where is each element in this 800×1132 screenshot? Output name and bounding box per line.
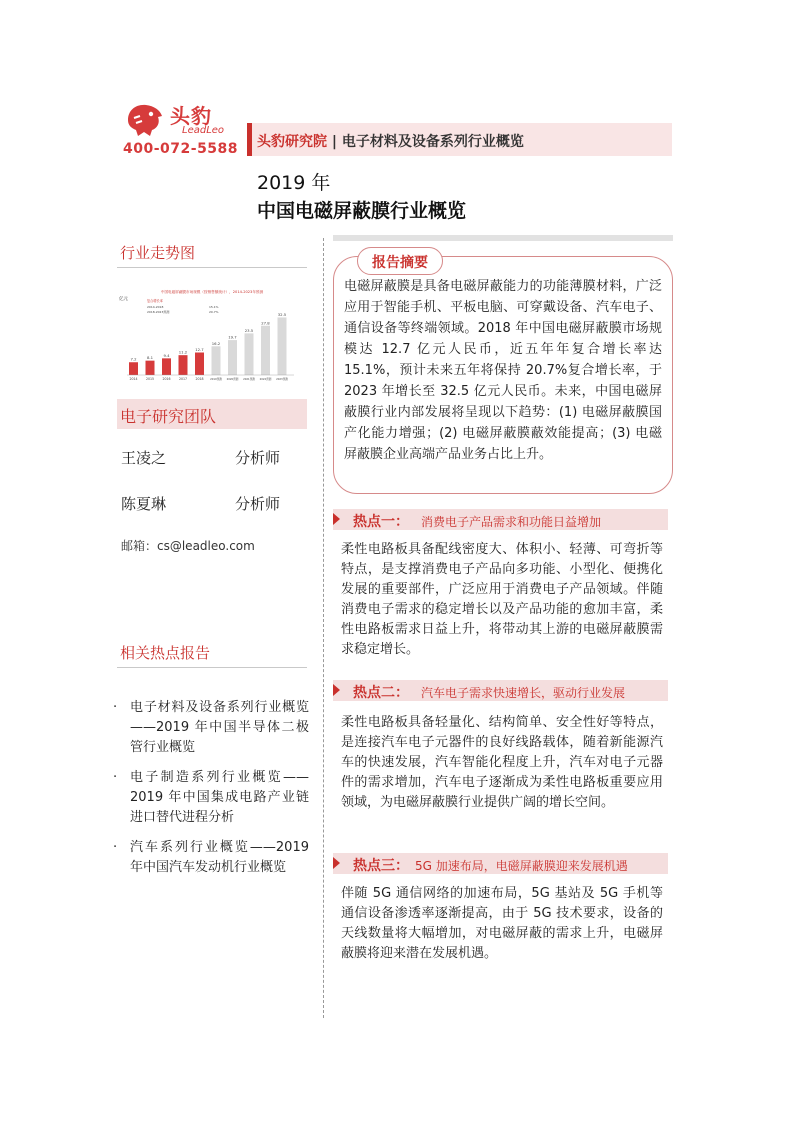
chart-data-label: 7.2 xyxy=(130,356,137,362)
series-header-text xyxy=(257,131,524,151)
chart-tick-label: 2017 xyxy=(178,377,188,381)
chart-bar xyxy=(278,317,287,375)
chart-bars xyxy=(127,312,294,381)
hotspot-3-text: 伴随 5G 通信网络的加速布局，5G 基站及 5G 手机等通信设备渗透率逐渐提高，由于 5G 技术要求，设备的天线数量将大幅增加，对电磁屏蔽的需求上升，电磁屏蔽膜将迎来潜在发展机遇。 xyxy=(341,886,663,961)
summary-tab xyxy=(357,247,443,275)
chart-tick-label: 2022预测 xyxy=(259,378,272,381)
analyst-role: 分析师 xyxy=(235,449,281,467)
related-report-title: 电子材料及设备系列行业概览——2019 年中国半导体二极管行业概览 xyxy=(130,700,309,755)
leopard-logo-icon xyxy=(124,98,166,138)
hotspot-2-sub: 汽车电子需求快速增长，驱动行业发展 xyxy=(421,686,626,700)
leadleo-logo xyxy=(124,98,224,142)
header-accent xyxy=(247,123,252,156)
report-title: 中国电磁屏蔽膜行业概览 xyxy=(257,200,467,222)
chart-tick-label: 2019预测 xyxy=(210,378,222,381)
hotspot-2-text: 柔性电路板具备轻量化、结构简单、安全性好等特点，是连接汽车电子元器件的良好线路载体，随着新能源汽车的快速发展，汽车智能化程度上升，汽车对电子元器件的需求增加，汽车电子逐渐成为柔性电路板重要应用领域，为电磁屏蔽膜行业提供广阔的增长空间。 xyxy=(341,715,663,810)
chart-tick-label: 2015 xyxy=(145,377,155,381)
chart-tick-label: 2016 xyxy=(162,377,171,381)
chart-tick-label: 2020预测 xyxy=(226,378,239,381)
team-heading: 电子研究团队 xyxy=(120,407,217,426)
series-header-bar xyxy=(247,123,672,156)
legend-item: 2018-2023预测 xyxy=(147,310,170,314)
chart-bar xyxy=(245,333,254,375)
chart-bar xyxy=(162,358,171,375)
legend-label: 复合增长率 xyxy=(147,299,163,303)
header-separator: | xyxy=(331,134,337,150)
hotspot-2-head: 热点二： xyxy=(353,685,409,701)
chart-tick-label: 2014 xyxy=(129,377,138,381)
phone-number: 400-072-5588 xyxy=(123,141,239,157)
market-size-thumbnail-chart xyxy=(117,287,307,387)
chart-data-label: 8.1 xyxy=(146,355,154,361)
bullet: · xyxy=(113,700,118,715)
hotspot-2-bar xyxy=(333,680,668,701)
chart-bar xyxy=(129,362,138,375)
hotspot-1-sub: 消费电子产品需求和功能日益增加 xyxy=(421,515,602,529)
related-report-title: 电子制造系列行业概览——2019 年中国集成电路产业链进口替代进程分析 xyxy=(130,770,309,825)
related-report-title: 汽车系列行业概览——2019 年中国汽车发动机行业概览 xyxy=(130,840,309,875)
chart-bar xyxy=(212,346,221,375)
chart-data-label: 27.8 xyxy=(261,320,270,326)
chart-data-label: 9.4 xyxy=(163,352,170,358)
chart-data-label: 12.7 xyxy=(195,347,204,353)
hotspot-1-bar xyxy=(333,509,668,530)
chart-bar xyxy=(195,353,204,375)
logo-english-text: LeadLeo xyxy=(182,125,225,136)
series-name: 电子材料及设备系列行业概览 xyxy=(341,134,524,150)
legend-value: 15.1% xyxy=(209,305,219,309)
hotspot-1-text: 柔性电路板具备配线密度大、体积小、轻薄、可弯折等特点，是支撑消费电子产品向多功能、小型化、便携化发展的重要部件，广泛应用于消费电子产品领域。伴随消费电子需求的稳定增长以及产品功能的愈加丰富，柔性电路板需求日益上升，将带动其上游的电磁屏蔽膜需求稳定增长。 xyxy=(341,542,663,657)
legend-value: 20.7% xyxy=(209,310,219,314)
triangle-icon xyxy=(333,857,340,869)
chart-bar xyxy=(179,355,188,375)
related-report-item[interactable] xyxy=(113,698,309,758)
related-heading-rule xyxy=(117,667,307,668)
contact-email[interactable]: 邮箱：cs@leadleo.com xyxy=(121,539,255,553)
org-name: 头豹研究院 xyxy=(257,134,327,150)
related-report-item[interactable] xyxy=(113,838,309,878)
report-title-year: 2019 年 xyxy=(257,172,331,194)
related-reports-list xyxy=(113,698,309,888)
chart-data-label: 19.7 xyxy=(228,334,237,340)
chart-bar xyxy=(146,361,155,375)
trend-heading-rule xyxy=(117,267,307,268)
chart-legend xyxy=(147,298,219,314)
triangle-icon xyxy=(333,684,340,696)
summary-top-strip xyxy=(333,235,673,241)
chart-data-label: 16.2 xyxy=(211,340,221,346)
related-heading: 相关热点报告 xyxy=(120,644,211,662)
chart-data-label: 23.5 xyxy=(244,327,254,333)
hotspot-3-bar xyxy=(333,853,668,874)
chart-title: 中国电磁屏蔽膜市场规模（按销售额统计），2014-2023年预测 xyxy=(160,290,264,294)
triangle-icon xyxy=(333,513,340,525)
chart-data-label: 11.2 xyxy=(178,349,188,355)
bullet: · xyxy=(113,770,118,785)
bullet: · xyxy=(113,840,118,855)
analyst-role: 分析师 xyxy=(235,495,281,513)
chart-data-label: 32.5 xyxy=(277,311,287,317)
legend-item: 2014-2018 xyxy=(147,305,164,309)
column-divider xyxy=(323,238,324,1018)
summary-heading: 报告摘要 xyxy=(372,255,428,271)
analyst-name: 陈夏琳 xyxy=(121,495,167,513)
team-section-header xyxy=(117,399,307,429)
chart-tick-label: 2018 xyxy=(195,377,204,381)
summary-text: 电磁屏蔽膜是具备电磁屏蔽能力的功能薄膜材料，广泛应用于智能手机、平板电脑、可穿戴设备、汽车电子、通信设备等终端领域。2018 年中国电磁屏蔽膜市场规模达 12.7 亿元人民币，近五年年复合增长率达 15.1%，预计未来五年将保持 20.7%复合增长率，于 2023 年增长至 32.5 亿元人民币。未来，中国电磁屏蔽膜行业内部发展将呈现以下趋势：(1) 电磁屏蔽膜国产化能力增强；(2) 电磁屏蔽膜蔽效能提高；(3) 电磁屏蔽膜企业高端产品业务占比上升。 xyxy=(344,279,662,462)
chart-tick-label: 2023预测 xyxy=(276,378,288,381)
chart-ylabel: 亿元 xyxy=(119,297,128,302)
analyst-name: 王凌之 xyxy=(121,449,167,467)
logo-chinese-text: 头豹 xyxy=(170,104,212,128)
related-report-item[interactable] xyxy=(113,768,309,828)
hotspot-1-head: 热点一： xyxy=(353,514,409,530)
hotspot-3-sub: 5G 加速布局，电磁屏蔽膜迎来发展机遇 xyxy=(415,859,628,873)
trend-heading: 行业走势图 xyxy=(120,244,196,262)
chart-bar xyxy=(228,340,237,375)
trend-section-header xyxy=(117,238,307,268)
related-section-header xyxy=(117,638,307,668)
chart-tick-label: 2021预测 xyxy=(243,378,255,381)
hotspot-3-head: 热点三： xyxy=(353,858,409,874)
chart-bar xyxy=(261,326,270,375)
